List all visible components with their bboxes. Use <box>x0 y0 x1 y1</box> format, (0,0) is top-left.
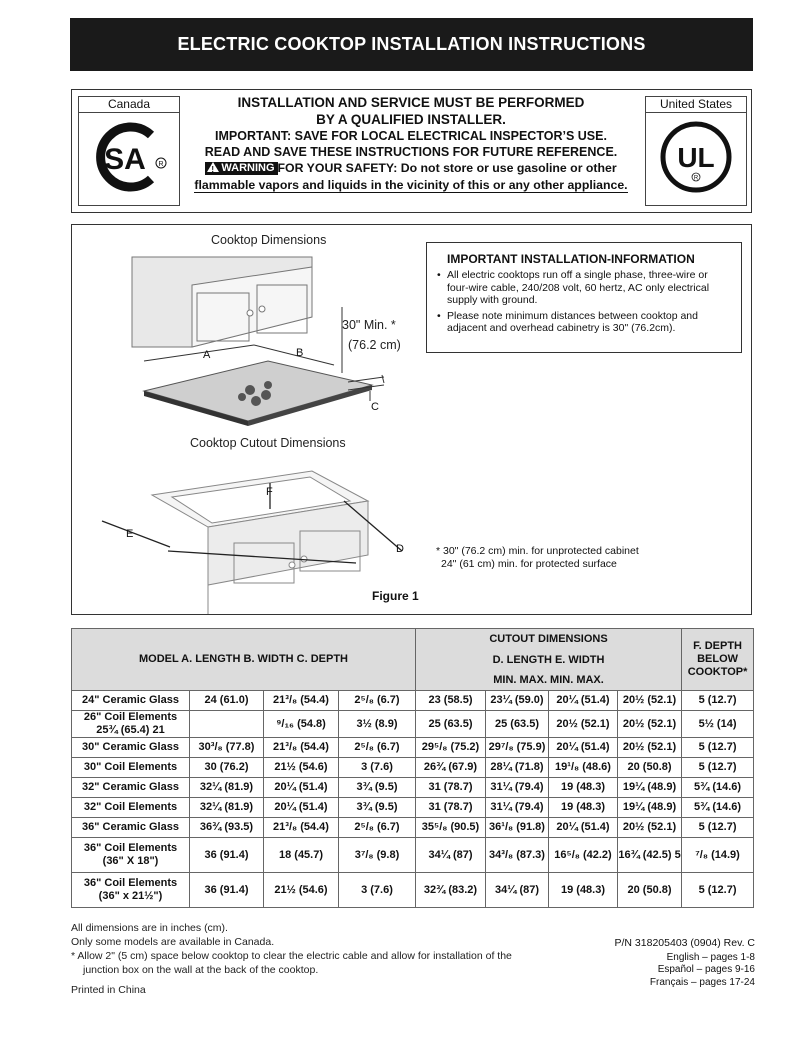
cell-d-max: 25 (63.5) <box>486 711 549 738</box>
canada-cert-box <box>78 96 180 206</box>
footer-line-1: All dimensions are in inches (cm). <box>71 922 228 934</box>
cell-e-min: 20½ (52.1) <box>549 711 618 738</box>
note-line-2: 24" (61 cm) min. for protected surface <box>441 558 617 570</box>
espanol-pages: Español – pages 9-16 <box>657 964 755 975</box>
cell-b: 21³/₈ (54.4) <box>264 691 339 711</box>
cell-d-min: 26¾ (67.9) <box>416 758 486 778</box>
cell-d-min: 23 (58.5) <box>416 691 486 711</box>
cell-d-max: 29⁷/₈ (75.9) <box>486 738 549 758</box>
clearance-note <box>436 545 639 571</box>
cell-c: 3 (7.6) <box>339 758 416 778</box>
cell-model: 30" Ceramic Glass <box>72 738 190 758</box>
cell-a: 36¾ (93.5) <box>190 818 264 838</box>
cell-d-min: 25 (63.5) <box>416 711 486 738</box>
cell-b: 18 (45.7) <box>264 838 339 873</box>
ul-mark: UL <box>677 142 715 173</box>
min-clearance-label: 30" Min. * <box>342 318 396 332</box>
warning-triangle-icon <box>207 162 219 172</box>
dimension-e-label: E <box>126 528 134 540</box>
footer-line-4: junction box on the wall at the back of the cooktop. <box>83 964 319 976</box>
dimension-f-label: F <box>266 486 273 498</box>
table-row <box>72 738 754 758</box>
footer-notes <box>71 921 591 997</box>
cell-e-min: 20¼ (51.4) <box>549 691 618 711</box>
cell-model: 32" Coil Elements <box>72 798 190 818</box>
cell-d-min: 31 (78.7) <box>416 798 486 818</box>
cell-a: 36 (91.4) <box>190 873 264 908</box>
cell-model: 24" Ceramic Glass <box>72 691 190 711</box>
upper-cabinet-drawing <box>132 257 312 347</box>
cell-d-min: 34¼ (87) <box>416 838 486 873</box>
cell-e-max: 19¼ (48.9) <box>618 778 682 798</box>
header-f-cell: F. DEPTH BELOW COOKTOP* <box>682 629 754 691</box>
cell-model: 30" Coil Elements <box>72 758 190 778</box>
min-clearance-cm: (76.2 cm) <box>348 338 401 352</box>
header-line-2: BY A QUALIFIED INSTALLER. <box>316 112 506 127</box>
cell-e-min: 20¼ (51.4) <box>549 818 618 838</box>
cell-e-max: 16¾ (42.5) 5 <box>618 838 682 873</box>
cell-f: 5¾ (14.6) <box>682 778 754 798</box>
csa-logo-icon <box>89 117 169 197</box>
footer-line-2: Only some models are available in Canada. <box>71 936 275 948</box>
table-row <box>72 818 754 838</box>
cell-d-min: 35⁵/₈ (90.5) <box>416 818 486 838</box>
header-line-4: READ AND SAVE THESE INSTRUCTIONS FOR FUTURE REFERENCE. <box>204 145 618 159</box>
dimensions-table <box>71 628 754 908</box>
cell-e-max: 20 (50.8) <box>618 758 682 778</box>
dimension-c-label: C <box>371 401 379 413</box>
cell-e-max: 19¼ (48.9) <box>618 798 682 818</box>
table-row <box>72 778 754 798</box>
dimension-d-label: D <box>396 543 404 555</box>
warning-text-2: flammable vapors and liquids in the vicinity of this or any other appliance. <box>194 178 628 192</box>
cell-b: ⁹/₁₆ (54.8) <box>264 711 339 738</box>
cell-d-max: 34¼ (87) <box>486 873 549 908</box>
cell-model: 36" Coil Elements (36" X 18") <box>72 838 190 873</box>
document-title: ELECTRIC COOKTOP INSTALLATION INSTRUCTIONS <box>177 34 646 54</box>
cell-d-max: 34³/₈ (87.3) <box>486 838 549 873</box>
note-line-1: * 30" (76.2 cm) min. for unprotected cabinet <box>436 545 639 557</box>
cell-f: 5 (12.7) <box>682 691 754 711</box>
cell-c: 3⁷/₈ (9.8) <box>339 838 416 873</box>
header-line-1: INSTALLATION AND SERVICE MUST BE PERFORMED <box>237 95 585 110</box>
cell-d-max: 23¼ (59.0) <box>486 691 549 711</box>
cooktop-dimensions-title: Cooktop Dimensions <box>211 233 327 247</box>
cell-e-min: 19 (48.3) <box>549 798 618 818</box>
svg-text:R: R <box>693 175 699 182</box>
cell-f: 5 (12.7) <box>682 818 754 838</box>
table-row <box>72 873 754 908</box>
english-pages: English – pages 1-8 <box>666 951 755 963</box>
dimension-b-label: B <box>296 347 304 359</box>
table-row <box>72 691 754 711</box>
cell-b: 21½ (54.6) <box>264 873 339 908</box>
footer-part-info <box>560 937 755 989</box>
header-line-3: IMPORTANT: SAVE FOR LOCAL ELECTRICAL INSPECTOR’S USE. <box>215 129 607 143</box>
cell-f: 5 (12.7) <box>682 873 754 908</box>
table-row <box>72 798 754 818</box>
table-row <box>72 758 754 778</box>
cell-model: 32" Ceramic Glass <box>72 778 190 798</box>
francais-pages: Français – pages 17-24 <box>649 976 755 988</box>
cell-a: 36 (91.4) <box>190 838 264 873</box>
cell-d-min: 32¾ (83.2) <box>416 873 486 908</box>
certification-header <box>71 89 752 213</box>
part-number: P/N 318205403 (0904) Rev. C <box>614 937 755 949</box>
cell-model: 36" Coil Elements (36" x 21½") <box>72 873 190 908</box>
warning-line <box>180 160 642 177</box>
cell-e-min: 19¹/₈ (48.6) <box>549 758 618 778</box>
installation-info-box <box>426 242 742 353</box>
cell-c: 2⁵/₈ (6.7) <box>339 691 416 711</box>
cell-c: 3½ (8.9) <box>339 711 416 738</box>
cell-a: 32¼ (81.9) <box>190 778 264 798</box>
us-cert-box <box>645 96 747 206</box>
header-minmax-cell: MIN. MAX. MIN. MAX. <box>416 671 682 691</box>
cutout-dimensions-title: Cooktop Cutout Dimensions <box>190 436 346 450</box>
cell-a: 32¼ (81.9) <box>190 798 264 818</box>
cell-d-max: 28¼ (71.8) <box>486 758 549 778</box>
cell-b: 21³/₈ (54.4) <box>264 738 339 758</box>
table-row <box>72 838 754 873</box>
cell-e-max: 20½ (52.1) <box>618 818 682 838</box>
cell-e-min: 16⁵/₈ (42.2) <box>549 838 618 873</box>
document-title-banner <box>70 18 753 71</box>
cell-e-max: 20½ (52.1) <box>618 738 682 758</box>
cell-e-min: 19 (48.3) <box>549 778 618 798</box>
cell-d-max: 36¹/₈ (91.8) <box>486 818 549 838</box>
cell-d-max: 31¼ (79.4) <box>486 798 549 818</box>
base-cabinet-drawing <box>152 471 368 614</box>
info-bullet-1: • All electric cooktops run off a single phase, three-wire or four-wire cable, 240/208 volt, 60 hertz, AC only electrical supply with ground. <box>437 269 731 307</box>
cell-c: 2⁵/₈ (6.7) <box>339 818 416 838</box>
cell-f: ⁷/₈ (14.9) <box>682 838 754 873</box>
cell-c: 2⁵/₈ (6.7) <box>339 738 416 758</box>
us-label: United States <box>646 97 746 113</box>
cell-a: 30³/₈ (77.8) <box>190 738 264 758</box>
cell-b: 20¼ (51.4) <box>264 798 339 818</box>
figure-panel <box>71 224 752 615</box>
cell-d-max: 31¼ (79.4) <box>486 778 549 798</box>
figure-caption: Figure 1 <box>372 589 419 603</box>
cell-e-max: 20½ (52.1) <box>618 691 682 711</box>
table-row <box>72 711 754 738</box>
cooktop-drawing <box>144 361 372 426</box>
warning-badge: !WARNING <box>205 162 277 175</box>
cell-b: 20¼ (51.4) <box>264 778 339 798</box>
cell-f: 5 (12.7) <box>682 758 754 778</box>
cell-f: 5 (12.7) <box>682 738 754 758</box>
ul-logo-icon <box>656 117 736 197</box>
cell-c: 3 (7.6) <box>339 873 416 908</box>
cell-model: 26" Coil Elements 25¾ (65.4) 21 <box>72 711 190 738</box>
cell-b: 21½ (54.6) <box>264 758 339 778</box>
cell-f: 5½ (14) <box>682 711 754 738</box>
dimension-a-label: A <box>203 349 211 361</box>
cell-a: 24 (61.0) <box>190 691 264 711</box>
cell-e-max: 20 (50.8) <box>618 873 682 908</box>
printed-in: Printed in China <box>71 984 146 996</box>
header-de-cell: D. LENGTH E. WIDTH <box>416 651 682 671</box>
cell-a: 30 (76.2) <box>190 758 264 778</box>
info-bullet-2: • Please note minimum distances between cooktop and adjacent and overhead cabinetry is 30" (76.2cm). <box>437 310 731 335</box>
canada-label: Canada <box>79 97 179 113</box>
cell-c: 3¾ (9.5) <box>339 798 416 818</box>
cell-d-min: 29⁵/₈ (75.2) <box>416 738 486 758</box>
installation-warning-text <box>180 94 642 194</box>
warning-text-1: FOR YOUR SAFETY: Do not store or use gasoline or other <box>277 161 617 175</box>
cell-a <box>190 711 264 738</box>
footer-line-3: * Allow 2" (5 cm) space below cooktop to clear the electric cable and allow for installation of the <box>71 950 512 962</box>
cell-e-max: 20½ (52.1) <box>618 711 682 738</box>
info-list <box>437 269 731 335</box>
cell-e-min: 20¼ (51.4) <box>549 738 618 758</box>
cell-b: 21³/₈ (54.4) <box>264 818 339 838</box>
cell-model: 36" Ceramic Glass <box>72 818 190 838</box>
header-model-cell: MODEL A. LENGTH B. WIDTH C. DEPTH <box>72 629 416 691</box>
csa-mark: SA <box>104 143 146 176</box>
cell-f: 5¾ (14.6) <box>682 798 754 818</box>
svg-text:R: R <box>158 161 164 168</box>
cell-d-min: 31 (78.7) <box>416 778 486 798</box>
cell-c: 3¾ (9.5) <box>339 778 416 798</box>
info-title: IMPORTANT INSTALLATION-INFORMATION <box>447 252 695 266</box>
cell-e-min: 19 (48.3) <box>549 873 618 908</box>
header-cutout-cell: CUTOUT DIMENSIONS <box>416 629 682 651</box>
